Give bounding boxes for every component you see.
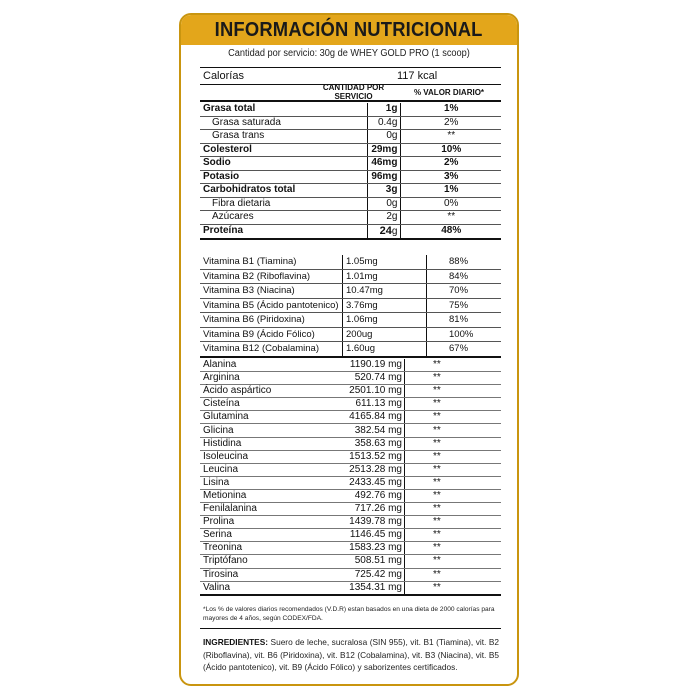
vitamin-daily-value: 75% — [427, 298, 502, 313]
amino-acid-amount: 1190.19 mg — [338, 359, 405, 372]
nutrient-name: Proteína — [200, 224, 367, 239]
nutrient-name: Colesterol — [200, 143, 367, 157]
protein-amount-unit: g — [391, 225, 398, 237]
table-row — [200, 143, 501, 157]
amino-acid-amount: 725.42 mg — [338, 568, 405, 581]
amino-acid-daily-value: ** — [405, 398, 502, 411]
nutrient-daily-value: 1% — [401, 103, 501, 116]
nutrient-amount: 0g — [367, 130, 401, 144]
amino-acid-daily-value: ** — [405, 516, 502, 529]
amino-acid-daily-value: ** — [405, 568, 502, 581]
amino-acid-amount: 611.13 mg — [338, 398, 405, 411]
table-row — [200, 269, 501, 284]
label-header — [181, 15, 517, 45]
table-row — [200, 359, 501, 372]
table-row — [200, 197, 501, 211]
table-row — [200, 476, 501, 489]
vitamin-daily-value: 100% — [427, 327, 502, 342]
amino-acid-daily-value: ** — [405, 489, 502, 502]
nutrient-name: Carbohidratos total — [200, 184, 367, 198]
vitamin-amount: 10.47mg — [343, 284, 427, 299]
amino-acid-name: Histidina — [200, 437, 338, 450]
vitamin-name: Vitamina B1 (Tiamina) — [200, 255, 343, 269]
table-row — [200, 327, 501, 342]
nutrient-daily-value: 2% — [401, 116, 501, 130]
amino-acid-amount: 2501.10 mg — [338, 385, 405, 398]
amino-acid-amount: 2433.45 mg — [338, 476, 405, 489]
amino-acid-daily-value: ** — [405, 437, 502, 450]
table-row — [200, 103, 501, 116]
vitamin-name: Vitamina B3 (Niacina) — [200, 284, 343, 299]
vitamin-amount: 1.05mg — [343, 255, 427, 269]
nutrient-amount: 96mg — [367, 170, 401, 184]
amino-acid-daily-value: ** — [405, 542, 502, 555]
nutrient-amount — [367, 224, 401, 239]
amino-acid-amount: 492.76 mg — [338, 489, 405, 502]
amino-acid-amount: 358.63 mg — [338, 437, 405, 450]
nutrient-name: Fibra dietaria — [200, 197, 367, 211]
amino-acid-daily-value: ** — [405, 529, 502, 542]
calories-label: Calorías — [203, 70, 244, 82]
table-row — [200, 568, 501, 581]
amino-acid-name: Tirosina — [200, 568, 338, 581]
vitamin-amount: 3.76mg — [343, 298, 427, 313]
table-row — [200, 463, 501, 476]
amino-acid-name: Triptófano — [200, 555, 338, 568]
ingredients-label: INGREDIENTES: — [203, 637, 268, 647]
table-row — [200, 489, 501, 502]
vitamin-amount: 1.06mg — [343, 313, 427, 328]
macros-table — [200, 103, 501, 240]
protein-amount-number: 24 — [379, 224, 392, 237]
divider — [200, 628, 501, 629]
amino-acid-daily-value: ** — [405, 424, 502, 437]
calories-value: 117 kcal — [397, 70, 438, 82]
nutrient-amount: 3g — [367, 184, 401, 198]
amino-acid-amount: 1354.31 mg — [338, 581, 405, 595]
amino-acid-daily-value: ** — [405, 450, 502, 463]
nutrient-amount: 1g — [367, 103, 401, 116]
amino-acid-daily-value: ** — [405, 359, 502, 372]
amino-acid-daily-value: ** — [405, 463, 502, 476]
ingredients — [203, 636, 499, 674]
table-row — [200, 224, 501, 239]
amino-acid-name: Alanina — [200, 359, 338, 372]
amino-acid-name: Glutamina — [200, 411, 338, 424]
column-headers — [200, 84, 501, 102]
table-row — [200, 411, 501, 424]
nutrient-daily-value: 1% — [401, 184, 501, 198]
amino-acid-name: Valina — [200, 581, 338, 595]
amino-acid-name: Isoleucina — [200, 450, 338, 463]
nutrient-name: Grasa saturada — [200, 116, 367, 130]
amino-acid-daily-value: ** — [405, 372, 502, 385]
nutrient-name: Grasa total — [200, 103, 367, 116]
amino-acid-amount: 382.54 mg — [338, 424, 405, 437]
table-row — [200, 581, 501, 595]
vitamin-daily-value: 67% — [427, 342, 502, 357]
nutrient-daily-value: ** — [401, 130, 501, 144]
vitamin-name: Vitamina B6 (Piridoxina) — [200, 313, 343, 328]
amino-acid-daily-value: ** — [405, 581, 502, 595]
table-row — [200, 116, 501, 130]
amino-acid-name: Glicina — [200, 424, 338, 437]
vitamin-name: Vitamina B12 (Cobalamina) — [200, 342, 343, 357]
amino-acid-daily-value: ** — [405, 503, 502, 516]
vitamin-daily-value: 81% — [427, 313, 502, 328]
amino-acid-name: Ácido aspártico — [200, 385, 338, 398]
table-row — [200, 372, 501, 385]
amino-acid-name: Prolina — [200, 516, 338, 529]
nutrient-daily-value: ** — [401, 211, 501, 225]
amino-acid-name: Leucina — [200, 463, 338, 476]
table-row — [200, 255, 501, 269]
amino-acid-amount: 4165.84 mg — [338, 411, 405, 424]
table-row — [200, 503, 501, 516]
amino-acid-name: Fenilalanina — [200, 503, 338, 516]
nutrient-amount: 29mg — [367, 143, 401, 157]
amino-acid-name: Cisteína — [200, 398, 338, 411]
table-row — [200, 516, 501, 529]
vitamin-amount: 200ug — [343, 327, 427, 342]
amino-acid-amount: 2513.28 mg — [338, 463, 405, 476]
table-row — [200, 342, 501, 357]
vitamin-amount: 1.60ug — [343, 342, 427, 357]
vitamin-daily-value: 84% — [427, 269, 502, 284]
amino-acid-amount: 508.51 mg — [338, 555, 405, 568]
nutrient-daily-value: 0% — [401, 197, 501, 211]
nutrition-label — [179, 13, 519, 686]
column-daily-header: % VALOR DIARIO* — [413, 87, 485, 97]
footnote: *Los % de valores diarios recomendados (V.D.R) estan basados en una dieta de 2000 calorías para mayores de 4 años, según CODEX/FDA. — [203, 606, 495, 622]
amino-acid-amount: 717.26 mg — [338, 503, 405, 516]
nutrient-name: Potasio — [200, 170, 367, 184]
table-row — [200, 542, 501, 555]
table-row — [200, 157, 501, 171]
nutrient-name: Sodio — [200, 157, 367, 171]
amino-acid-amount: 1583.23 mg — [338, 542, 405, 555]
table-row — [200, 424, 501, 437]
amino-acid-daily-value: ** — [405, 411, 502, 424]
amino-acid-amount: 1439.78 mg — [338, 516, 405, 529]
table-row — [200, 313, 501, 328]
table-row — [200, 555, 501, 568]
vitamin-daily-value: 88% — [427, 255, 502, 269]
amino-acid-name: Serina — [200, 529, 338, 542]
amino-acids-table — [200, 359, 501, 596]
table-row — [200, 437, 501, 450]
table-row — [200, 450, 501, 463]
table-row — [200, 130, 501, 144]
vitamin-amount: 1.01mg — [343, 269, 427, 284]
column-amount-header: CANTIDAD POR SERVICIO — [322, 83, 385, 101]
amino-acid-daily-value: ** — [405, 476, 502, 489]
vitamin-daily-value: 70% — [427, 284, 502, 299]
amino-acid-daily-value: ** — [405, 385, 502, 398]
amino-acid-name: Metionina — [200, 489, 338, 502]
nutrient-amount: 46mg — [367, 157, 401, 171]
amino-acid-amount: 1513.52 mg — [338, 450, 405, 463]
table-row — [200, 170, 501, 184]
table-row — [200, 398, 501, 411]
amino-acid-amount: 1146.45 mg — [338, 529, 405, 542]
nutrient-name: Grasa trans — [200, 130, 367, 144]
table-row — [200, 385, 501, 398]
amino-acid-amount: 520.74 mg — [338, 372, 405, 385]
table-row — [200, 284, 501, 299]
table-row — [200, 529, 501, 542]
nutrient-name: Azúcares — [200, 211, 367, 225]
amino-acid-name: Lisina — [200, 476, 338, 489]
table-row — [200, 184, 501, 198]
amino-acid-daily-value: ** — [405, 555, 502, 568]
vitamin-name: Vitamina B9 (Ácido Fólico) — [200, 327, 343, 342]
table-row — [200, 211, 501, 225]
nutrient-daily-value: 48% — [401, 224, 501, 239]
table-row — [200, 298, 501, 313]
vitamin-name: Vitamina B5 (Ácido pantotenico) — [200, 298, 343, 313]
ingredients-text: Suero de leche, sucralosa (SIN 955), vit. B1 (Tiamina), vit. B2 (Riboflavina), vit. B6 (Piridoxina), vit. B12 (Cobalamina), vit. B3 (Niacina), vit. B5 (Ácido pantotenico), vit. B9 (Ácido Fólico) y saborizentes certificados. — [203, 637, 499, 672]
nutrient-daily-value: 2% — [401, 157, 501, 171]
nutrient-amount: 0g — [367, 197, 401, 211]
amino-acid-name: Treonina — [200, 542, 338, 555]
label-title: INFORMACIÓN NUTRICIONAL — [215, 18, 483, 41]
nutrient-amount: 2g — [367, 211, 401, 225]
nutrient-daily-value: 3% — [401, 170, 501, 184]
nutrient-amount: 0.4g — [367, 116, 401, 130]
vitamins-table — [200, 255, 501, 358]
vitamin-name: Vitamina B2 (Riboflavina) — [200, 269, 343, 284]
amino-acid-name: Arginina — [200, 372, 338, 385]
nutrient-daily-value: 10% — [401, 143, 501, 157]
serving-size: Cantidad por servicio: 30g de WHEY GOLD PRO (1 scoop) — [228, 48, 470, 59]
